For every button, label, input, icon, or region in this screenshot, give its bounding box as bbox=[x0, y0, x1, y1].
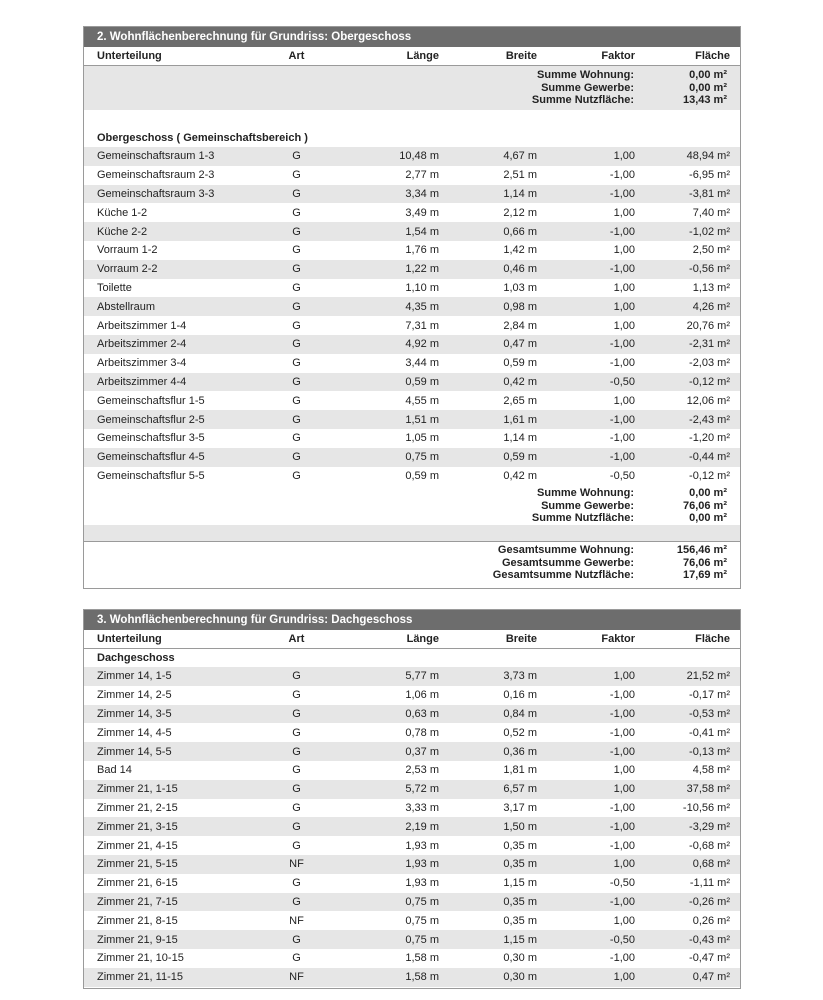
cell-laenge: 1,51 m bbox=[405, 413, 439, 426]
summary-value: 76,06 m² bbox=[682, 499, 727, 512]
header-laenge: Länge bbox=[406, 633, 439, 645]
cell-laenge: 1,06 m bbox=[405, 689, 439, 702]
cell-laenge: 1,93 m bbox=[405, 858, 439, 871]
cell-laenge: 0,75 m bbox=[405, 895, 439, 908]
table-row bbox=[84, 686, 740, 705]
cell-unterteilung: Zimmer 21, 6-15 bbox=[97, 877, 178, 890]
cell-unterteilung: Gemeinschaftsflur 1-5 bbox=[97, 394, 205, 407]
cell-breite: 1,14 m bbox=[503, 187, 537, 200]
cell-unterteilung: Zimmer 21, 1-15 bbox=[97, 783, 178, 796]
table-header bbox=[84, 47, 740, 66]
cell-flaeche: -3,29 m² bbox=[689, 820, 730, 833]
header-laenge: Länge bbox=[406, 50, 439, 62]
cell-flaeche: 0,68 m² bbox=[692, 858, 730, 871]
cell-laenge: 4,55 m bbox=[405, 394, 439, 407]
cell-unterteilung: Vorraum 1-2 bbox=[97, 244, 158, 257]
header-breite: Breite bbox=[505, 633, 537, 645]
cell-faktor: 1,00 bbox=[613, 206, 635, 219]
cell-art: G bbox=[292, 150, 301, 163]
summary-label: Summe Wohnung: bbox=[537, 487, 634, 500]
cell-art: NF bbox=[289, 858, 304, 871]
cell-art: G bbox=[292, 469, 301, 482]
cell-unterteilung: Zimmer 14, 3-5 bbox=[97, 707, 172, 720]
cell-flaeche: 4,58 m² bbox=[692, 764, 730, 777]
cell-flaeche: -6,95 m² bbox=[689, 169, 730, 182]
cell-flaeche: 0,47 m² bbox=[692, 971, 730, 984]
cell-laenge: 5,77 m bbox=[405, 670, 439, 683]
cell-flaeche: -0,47 m² bbox=[689, 952, 730, 965]
cell-faktor: -1,00 bbox=[609, 225, 635, 238]
table-row bbox=[84, 723, 740, 742]
cell-unterteilung: Zimmer 14, 5-5 bbox=[97, 745, 172, 758]
cell-unterteilung: Zimmer 21, 11-15 bbox=[97, 971, 183, 984]
cell-breite: 0,35 m bbox=[503, 895, 537, 908]
cell-flaeche: -0,43 m² bbox=[689, 933, 730, 946]
cell-unterteilung: Zimmer 21, 2-15 bbox=[97, 801, 178, 814]
header-art: Art bbox=[288, 50, 305, 62]
cell-art: G bbox=[292, 801, 301, 814]
cell-unterteilung: Toilette bbox=[97, 281, 132, 294]
cell-unterteilung: Zimmer 21, 7-15 bbox=[97, 895, 178, 908]
table-row bbox=[84, 391, 740, 410]
table-row bbox=[84, 335, 740, 354]
cell-faktor: 1,00 bbox=[613, 914, 635, 927]
section-title: 2. Wohnflächenberechnung für Grundriss: Obergeschoss bbox=[84, 27, 740, 47]
table-row bbox=[84, 817, 740, 836]
cell-faktor: -1,00 bbox=[609, 338, 635, 351]
cell-laenge: 1,58 m bbox=[405, 971, 439, 984]
cell-unterteilung: Gemeinschaftsraum 2-3 bbox=[97, 169, 215, 182]
section-obergeschoss bbox=[83, 26, 741, 589]
summary-label: Summe Gewerbe: bbox=[541, 81, 634, 94]
cell-unterteilung: Arbeitszimmer 1-4 bbox=[97, 319, 187, 332]
cell-art: G bbox=[292, 432, 301, 445]
cell-breite: 0,59 m bbox=[503, 451, 537, 464]
cell-faktor: -1,00 bbox=[609, 357, 635, 370]
cell-breite: 2,84 m bbox=[503, 319, 537, 332]
cell-breite: 1,03 m bbox=[503, 281, 537, 294]
header-art: Art bbox=[288, 633, 305, 645]
cell-art: G bbox=[292, 839, 301, 852]
cell-laenge: 4,92 m bbox=[405, 338, 439, 351]
summary-value: 0,00 m² bbox=[689, 512, 727, 525]
cell-art: G bbox=[292, 726, 301, 739]
table-row bbox=[84, 373, 740, 392]
cell-faktor: -1,00 bbox=[609, 413, 635, 426]
cell-unterteilung: Gemeinschaftsflur 2-5 bbox=[97, 413, 205, 426]
cell-laenge: 1,10 m bbox=[405, 281, 439, 294]
group-title: Obergeschoss ( Gemeinschaftsbereich ) bbox=[97, 132, 308, 144]
cell-breite: 0,47 m bbox=[503, 338, 537, 351]
cell-breite: 0,66 m bbox=[503, 225, 537, 238]
table-row bbox=[84, 761, 740, 780]
summary-value: 0,00 m² bbox=[689, 81, 727, 94]
section-dachgeschoss bbox=[83, 609, 741, 989]
cell-faktor: -0,50 bbox=[609, 877, 635, 890]
cell-art: G bbox=[292, 319, 301, 332]
top-summary bbox=[84, 66, 740, 110]
cell-breite: 1,50 m bbox=[503, 820, 537, 833]
cell-laenge: 10,48 m bbox=[399, 150, 439, 163]
cell-unterteilung: Zimmer 21, 3-15 bbox=[97, 820, 178, 833]
cell-art: G bbox=[292, 357, 301, 370]
cell-flaeche: -1,20 m² bbox=[689, 432, 730, 445]
cell-laenge: 1,58 m bbox=[405, 952, 439, 965]
cell-flaeche: 7,40 m² bbox=[692, 206, 730, 219]
cell-flaeche: 37,58 m² bbox=[686, 783, 730, 796]
cell-flaeche: 0,26 m² bbox=[692, 914, 730, 927]
cell-unterteilung: Zimmer 14, 1-5 bbox=[97, 670, 172, 683]
cell-laenge: 1,93 m bbox=[405, 877, 439, 890]
cell-breite: 0,98 m bbox=[503, 300, 537, 313]
cell-art: G bbox=[292, 206, 301, 219]
total-value: 156,46 m² bbox=[676, 544, 727, 557]
cell-unterteilung: Vorraum 2-2 bbox=[97, 263, 158, 276]
cell-faktor: 1,00 bbox=[613, 858, 635, 871]
table-row bbox=[84, 836, 740, 855]
cell-unterteilung: Gemeinschaftsflur 5-5 bbox=[97, 469, 205, 482]
spacer bbox=[84, 525, 740, 541]
cell-faktor: 1,00 bbox=[613, 764, 635, 777]
cell-flaeche: -0,12 m² bbox=[689, 469, 730, 482]
cell-art: NF bbox=[289, 971, 304, 984]
cell-laenge: 0,75 m bbox=[405, 451, 439, 464]
cell-flaeche: -2,03 m² bbox=[689, 357, 730, 370]
cell-unterteilung: Küche 1-2 bbox=[97, 206, 148, 219]
cell-unterteilung: Zimmer 21, 8-15 bbox=[97, 914, 178, 927]
spacer bbox=[84, 110, 740, 129]
cell-breite: 1,15 m bbox=[503, 877, 537, 890]
cell-faktor: -1,00 bbox=[609, 187, 635, 200]
cell-laenge: 3,34 m bbox=[405, 187, 439, 200]
table-row bbox=[84, 241, 740, 260]
header-breite: Breite bbox=[505, 50, 537, 62]
cell-flaeche: 1,13 m² bbox=[692, 281, 730, 294]
table-row bbox=[84, 780, 740, 799]
cell-faktor: 1,00 bbox=[613, 150, 635, 163]
cell-laenge: 0,75 m bbox=[405, 914, 439, 927]
cell-faktor: -1,00 bbox=[609, 432, 635, 445]
cell-flaeche: -0,12 m² bbox=[689, 375, 730, 388]
cell-unterteilung: Gemeinschaftsraum 1-3 bbox=[97, 150, 215, 163]
header-faktor: Faktor bbox=[601, 633, 635, 645]
cell-flaeche: -0,13 m² bbox=[689, 745, 730, 758]
cell-art: G bbox=[292, 187, 301, 200]
table-row bbox=[84, 930, 740, 949]
cell-flaeche: 48,94 m² bbox=[686, 150, 730, 163]
cell-flaeche: -1,02 m² bbox=[689, 225, 730, 238]
cell-art: G bbox=[292, 764, 301, 777]
cell-flaeche: -1,11 m² bbox=[689, 877, 730, 890]
table-row bbox=[84, 185, 740, 204]
table-row bbox=[84, 429, 740, 448]
cell-breite: 0,30 m bbox=[503, 971, 537, 984]
cell-unterteilung: Gemeinschaftsflur 4-5 bbox=[97, 451, 205, 464]
cell-laenge: 0,59 m bbox=[405, 469, 439, 482]
cell-flaeche: -3,81 m² bbox=[689, 187, 730, 200]
cell-laenge: 3,49 m bbox=[405, 206, 439, 219]
cell-faktor: -1,00 bbox=[609, 820, 635, 833]
cell-flaeche: -0,56 m² bbox=[689, 263, 730, 276]
cell-breite: 0,35 m bbox=[503, 839, 537, 852]
cell-unterteilung: Arbeitszimmer 2-4 bbox=[97, 338, 187, 351]
summary-value: 13,43 m² bbox=[682, 94, 727, 106]
cell-faktor: 1,00 bbox=[613, 300, 635, 313]
cell-laenge: 1,22 m bbox=[405, 263, 439, 276]
total-value: 17,69 m² bbox=[682, 569, 727, 582]
summary-label: Summe Nutzfläche: bbox=[531, 512, 634, 525]
cell-unterteilung: Zimmer 14, 4-5 bbox=[97, 726, 172, 739]
cell-faktor: -1,00 bbox=[609, 169, 635, 182]
cell-art: G bbox=[292, 895, 301, 908]
cell-flaeche: -10,56 m² bbox=[682, 801, 730, 814]
header-unterteilung: Unterteilung bbox=[97, 50, 162, 62]
cell-faktor: -1,00 bbox=[609, 952, 635, 965]
cell-breite: 0,35 m bbox=[503, 858, 537, 871]
cell-laenge: 1,54 m bbox=[405, 225, 439, 238]
cell-faktor: -1,00 bbox=[609, 726, 635, 739]
cell-breite: 2,12 m bbox=[503, 206, 537, 219]
cell-art: G bbox=[292, 670, 301, 683]
cell-art: G bbox=[292, 263, 301, 276]
cell-faktor: -1,00 bbox=[609, 801, 635, 814]
cell-art: G bbox=[292, 413, 301, 426]
cell-faktor: -1,00 bbox=[609, 895, 635, 908]
table-row bbox=[84, 874, 740, 893]
cell-laenge: 1,05 m bbox=[405, 432, 439, 445]
cell-faktor: -1,00 bbox=[609, 263, 635, 276]
cell-flaeche: 21,52 m² bbox=[686, 670, 730, 683]
cell-flaeche: -0,41 m² bbox=[689, 726, 730, 739]
table-row bbox=[84, 410, 740, 429]
cell-unterteilung: Zimmer 21, 4-15 bbox=[97, 839, 178, 852]
rows-obergeschoss bbox=[84, 147, 740, 485]
cell-breite: 0,59 m bbox=[503, 357, 537, 370]
rows-dachgeschoss bbox=[84, 667, 740, 987]
cell-art: G bbox=[292, 375, 301, 388]
summary-value: 0,00 m² bbox=[689, 69, 727, 81]
cell-flaeche: 4,26 m² bbox=[692, 300, 730, 313]
cell-faktor: -1,00 bbox=[609, 689, 635, 702]
cell-laenge: 3,33 m bbox=[405, 801, 439, 814]
cell-flaeche: 2,50 m² bbox=[692, 244, 730, 257]
total-label: Gesamtsumme Nutzfläche: bbox=[492, 569, 634, 582]
table-row bbox=[84, 667, 740, 686]
table-row bbox=[84, 260, 740, 279]
cell-breite: 1,15 m bbox=[503, 933, 537, 946]
cell-art: G bbox=[292, 300, 301, 313]
cell-art: G bbox=[292, 281, 301, 294]
cell-flaeche: -2,31 m² bbox=[689, 338, 730, 351]
table-row bbox=[84, 742, 740, 761]
cell-art: G bbox=[292, 394, 301, 407]
table-row bbox=[84, 297, 740, 316]
cell-unterteilung: Arbeitszimmer 3-4 bbox=[97, 357, 187, 370]
cell-breite: 0,46 m bbox=[503, 263, 537, 276]
cell-unterteilung: Zimmer 21, 5-15 bbox=[97, 858, 178, 871]
table-row bbox=[84, 147, 740, 166]
cell-art: G bbox=[292, 877, 301, 890]
cell-art: G bbox=[292, 244, 301, 257]
table-row bbox=[84, 448, 740, 467]
cell-breite: 1,14 m bbox=[503, 432, 537, 445]
cell-breite: 1,81 m bbox=[503, 764, 537, 777]
cell-breite: 0,16 m bbox=[503, 689, 537, 702]
table-row bbox=[84, 949, 740, 968]
summary-label: Summe Gewerbe: bbox=[541, 499, 634, 512]
cell-faktor: -0,50 bbox=[609, 375, 635, 388]
cell-art: G bbox=[292, 451, 301, 464]
cell-breite: 3,73 m bbox=[503, 670, 537, 683]
cell-unterteilung: Arbeitszimmer 4-4 bbox=[97, 375, 187, 388]
group-summary bbox=[84, 485, 740, 525]
cell-unterteilung: Bad 14 bbox=[97, 764, 132, 777]
cell-art: NF bbox=[289, 914, 304, 927]
cell-faktor: 1,00 bbox=[613, 783, 635, 796]
table-row bbox=[84, 968, 740, 987]
cell-unterteilung: Gemeinschaftsraum 3-3 bbox=[97, 187, 215, 200]
total-label: Gesamtsumme Wohnung: bbox=[497, 544, 634, 557]
cell-faktor: 1,00 bbox=[613, 670, 635, 683]
cell-flaeche: -0,53 m² bbox=[689, 707, 730, 720]
table-row bbox=[84, 166, 740, 185]
cell-breite: 1,61 m bbox=[503, 413, 537, 426]
table-row bbox=[84, 222, 740, 241]
cell-faktor: 1,00 bbox=[613, 394, 635, 407]
table-row bbox=[84, 705, 740, 724]
total-label: Gesamtsumme Gewerbe: bbox=[501, 556, 634, 569]
cell-breite: 0,35 m bbox=[503, 914, 537, 927]
group-title: Dachgeschoss bbox=[97, 652, 175, 664]
cell-laenge: 0,63 m bbox=[405, 707, 439, 720]
cell-art: G bbox=[292, 933, 301, 946]
cell-laenge: 4,35 m bbox=[405, 300, 439, 313]
cell-unterteilung: Zimmer 21, 9-15 bbox=[97, 933, 178, 946]
cell-flaeche: -2,43 m² bbox=[689, 413, 730, 426]
cell-laenge: 0,37 m bbox=[405, 745, 439, 758]
cell-breite: 4,67 m bbox=[503, 150, 537, 163]
cell-flaeche: -0,17 m² bbox=[689, 689, 730, 702]
table-row bbox=[84, 893, 740, 912]
cell-unterteilung: Zimmer 21, 10-15 bbox=[97, 952, 184, 965]
cell-laenge: 2,77 m bbox=[405, 169, 439, 182]
cell-art: G bbox=[292, 338, 301, 351]
cell-breite: 1,42 m bbox=[503, 244, 537, 257]
table-row bbox=[84, 203, 740, 222]
cell-laenge: 5,72 m bbox=[405, 783, 439, 796]
cell-breite: 0,30 m bbox=[503, 952, 537, 965]
cell-breite: 0,36 m bbox=[503, 745, 537, 758]
table-row bbox=[84, 354, 740, 373]
cell-art: G bbox=[292, 707, 301, 720]
cell-flaeche: 20,76 m² bbox=[686, 319, 730, 332]
cell-laenge: 0,59 m bbox=[405, 375, 439, 388]
cell-laenge: 3,44 m bbox=[405, 357, 439, 370]
cell-flaeche: -0,26 m² bbox=[689, 895, 730, 908]
table-row bbox=[84, 855, 740, 874]
cell-laenge: 7,31 m bbox=[405, 319, 439, 332]
cell-unterteilung: Gemeinschaftsflur 3-5 bbox=[97, 432, 205, 445]
total-value: 76,06 m² bbox=[682, 556, 727, 569]
cell-faktor: -1,00 bbox=[609, 745, 635, 758]
cell-faktor: 1,00 bbox=[613, 971, 635, 984]
cell-art: G bbox=[292, 745, 301, 758]
cell-faktor: 1,00 bbox=[613, 281, 635, 294]
cell-breite: 2,51 m bbox=[503, 169, 537, 182]
cell-flaeche: 12,06 m² bbox=[686, 394, 730, 407]
table-row bbox=[84, 799, 740, 818]
cell-laenge: 0,78 m bbox=[405, 726, 439, 739]
cell-breite: 3,17 m bbox=[503, 801, 537, 814]
total-summary bbox=[84, 542, 740, 586]
header-faktor: Faktor bbox=[601, 50, 635, 62]
cell-laenge: 2,53 m bbox=[405, 764, 439, 777]
cell-faktor: -1,00 bbox=[609, 451, 635, 464]
cell-art: G bbox=[292, 689, 301, 702]
cell-faktor: -1,00 bbox=[609, 839, 635, 852]
cell-laenge: 1,93 m bbox=[405, 839, 439, 852]
cell-art: G bbox=[292, 952, 301, 965]
cell-unterteilung: Küche 2-2 bbox=[97, 225, 148, 238]
cell-art: G bbox=[292, 783, 301, 796]
header-flaeche: Fläche bbox=[695, 50, 730, 62]
table-row bbox=[84, 316, 740, 335]
header-flaeche: Fläche bbox=[695, 633, 730, 645]
cell-faktor: 1,00 bbox=[613, 319, 635, 332]
cell-flaeche: -0,68 m² bbox=[689, 839, 730, 852]
summary-label: Summe Wohnung: bbox=[537, 69, 634, 81]
cell-breite: 0,42 m bbox=[503, 375, 537, 388]
cell-breite: 2,65 m bbox=[503, 394, 537, 407]
table-row bbox=[84, 467, 740, 486]
cell-art: G bbox=[292, 820, 301, 833]
cell-art: G bbox=[292, 169, 301, 182]
section-title: 3. Wohnflächenberechnung für Grundriss: Dachgeschoss bbox=[84, 610, 740, 630]
cell-unterteilung: Abstellraum bbox=[97, 300, 156, 313]
cell-faktor: -0,50 bbox=[609, 469, 635, 482]
cell-flaeche: -0,44 m² bbox=[689, 451, 730, 464]
cell-breite: 6,57 m bbox=[503, 783, 537, 796]
header-unterteilung: Unterteilung bbox=[97, 633, 162, 645]
cell-faktor: -0,50 bbox=[609, 933, 635, 946]
cell-laenge: 0,75 m bbox=[405, 933, 439, 946]
summary-value: 0,00 m² bbox=[689, 487, 727, 500]
cell-art: G bbox=[292, 225, 301, 238]
cell-faktor: -1,00 bbox=[609, 707, 635, 720]
cell-faktor: 1,00 bbox=[613, 244, 635, 257]
cell-breite: 0,84 m bbox=[503, 707, 537, 720]
cell-laenge: 2,19 m bbox=[405, 820, 439, 833]
cell-unterteilung: Zimmer 14, 2-5 bbox=[97, 689, 172, 702]
cell-breite: 0,42 m bbox=[503, 469, 537, 482]
table-row bbox=[84, 911, 740, 930]
cell-breite: 0,52 m bbox=[503, 726, 537, 739]
summary-label: Summe Nutzfläche: bbox=[531, 94, 634, 106]
cell-laenge: 1,76 m bbox=[405, 244, 439, 257]
table-header bbox=[84, 630, 740, 649]
table-row bbox=[84, 279, 740, 298]
